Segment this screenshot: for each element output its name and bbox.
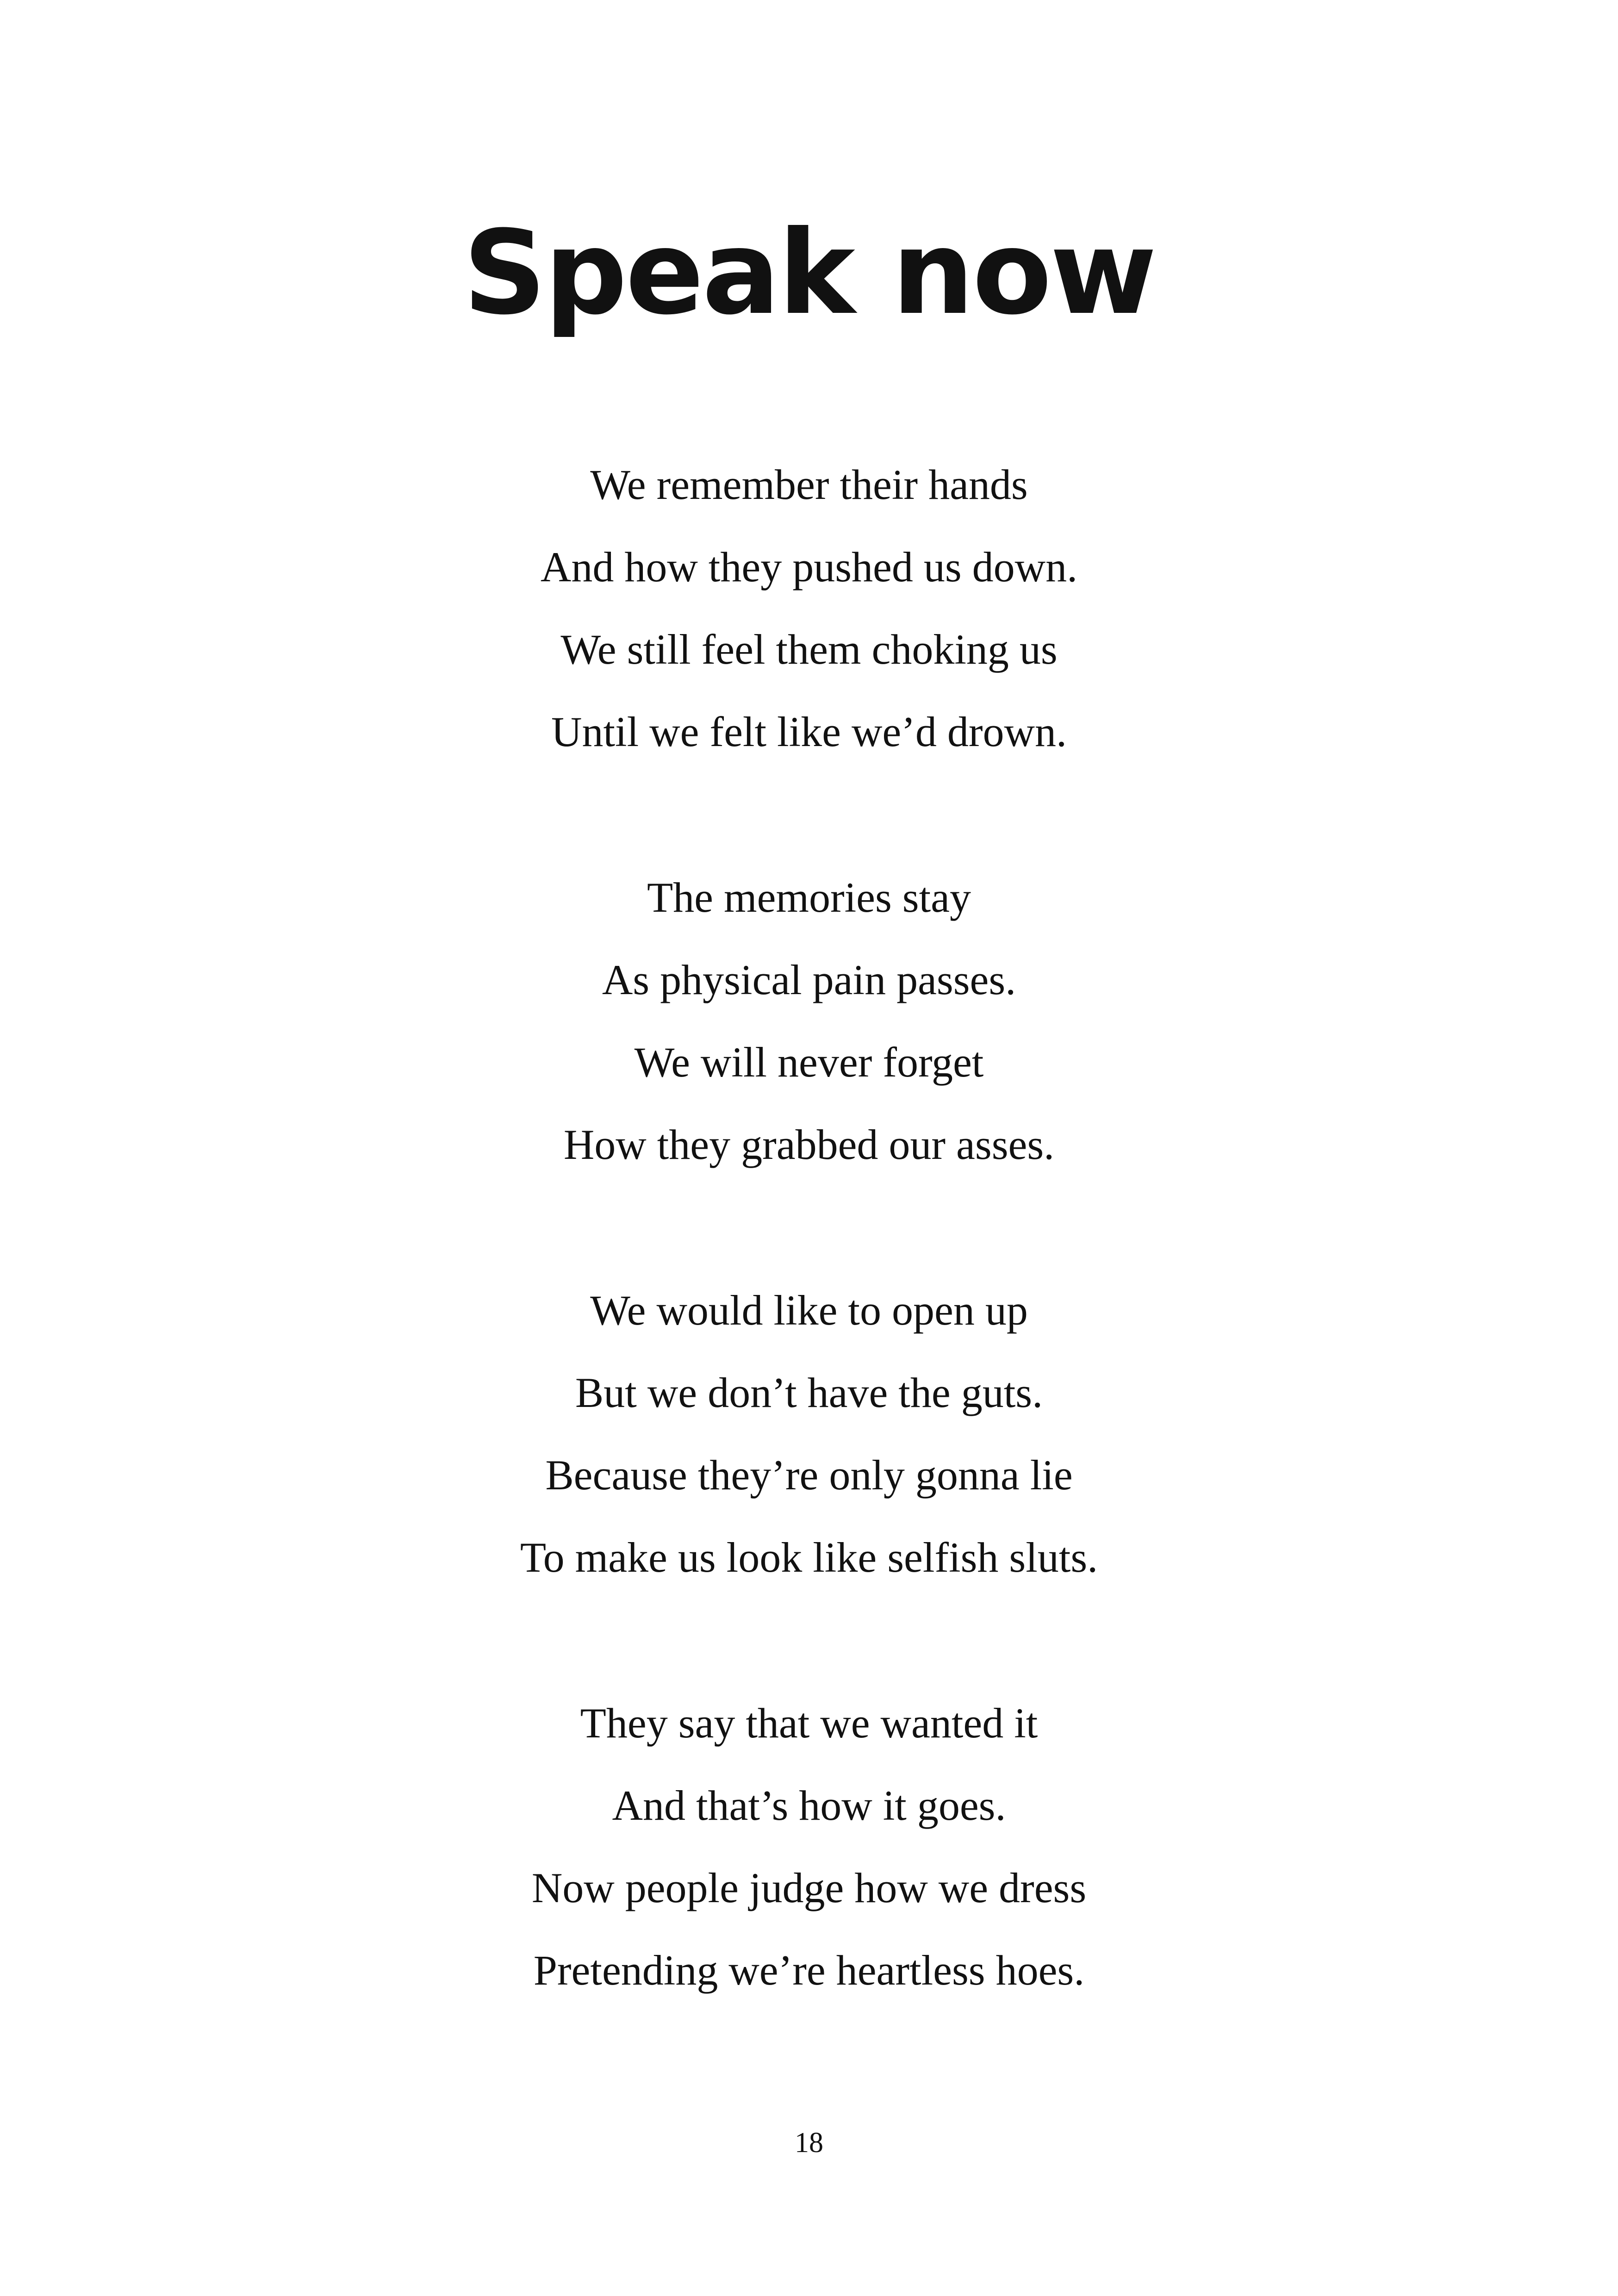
stanza-2 — [0, 856, 1618, 1186]
poem-line: How they grabbed our asses. — [563, 1121, 1055, 1168]
stanza-3 — [0, 1269, 1618, 1599]
poem-line: As physical pain passes. — [602, 956, 1016, 1003]
poem-line: But we don’t have the guts. — [575, 1369, 1043, 1416]
poem-line: And how they pushed us down. — [540, 543, 1078, 591]
poem-line: And that’s how it goes. — [612, 1782, 1006, 1829]
poem-line: Pretending we’re heartless hoes. — [533, 1947, 1085, 1994]
poem-line: Until we felt like we’d drown. — [551, 708, 1067, 755]
poem-line: We remember their hands — [590, 461, 1028, 508]
poem-line: They say that we wanted it — [580, 1699, 1038, 1747]
poem-line: We still feel them choking us — [560, 626, 1058, 673]
poem-line: We will never forget — [634, 1039, 984, 1086]
poem-title: Speak now — [463, 205, 1155, 340]
stanza-1 — [0, 443, 1618, 773]
stanza-4 — [0, 1682, 1618, 2011]
poem-line: Because they’re only gonna lie — [545, 1451, 1073, 1499]
poem-line: To make us look like selfish sluts. — [520, 1534, 1098, 1581]
poem-line: The memories stay — [647, 874, 971, 921]
poem-body — [0, 443, 1618, 2095]
poem-line: We would like to open up — [590, 1287, 1028, 1334]
page-number: 18 — [795, 2127, 823, 2159]
poem-line: Now people judge how we dress — [531, 1864, 1087, 1911]
